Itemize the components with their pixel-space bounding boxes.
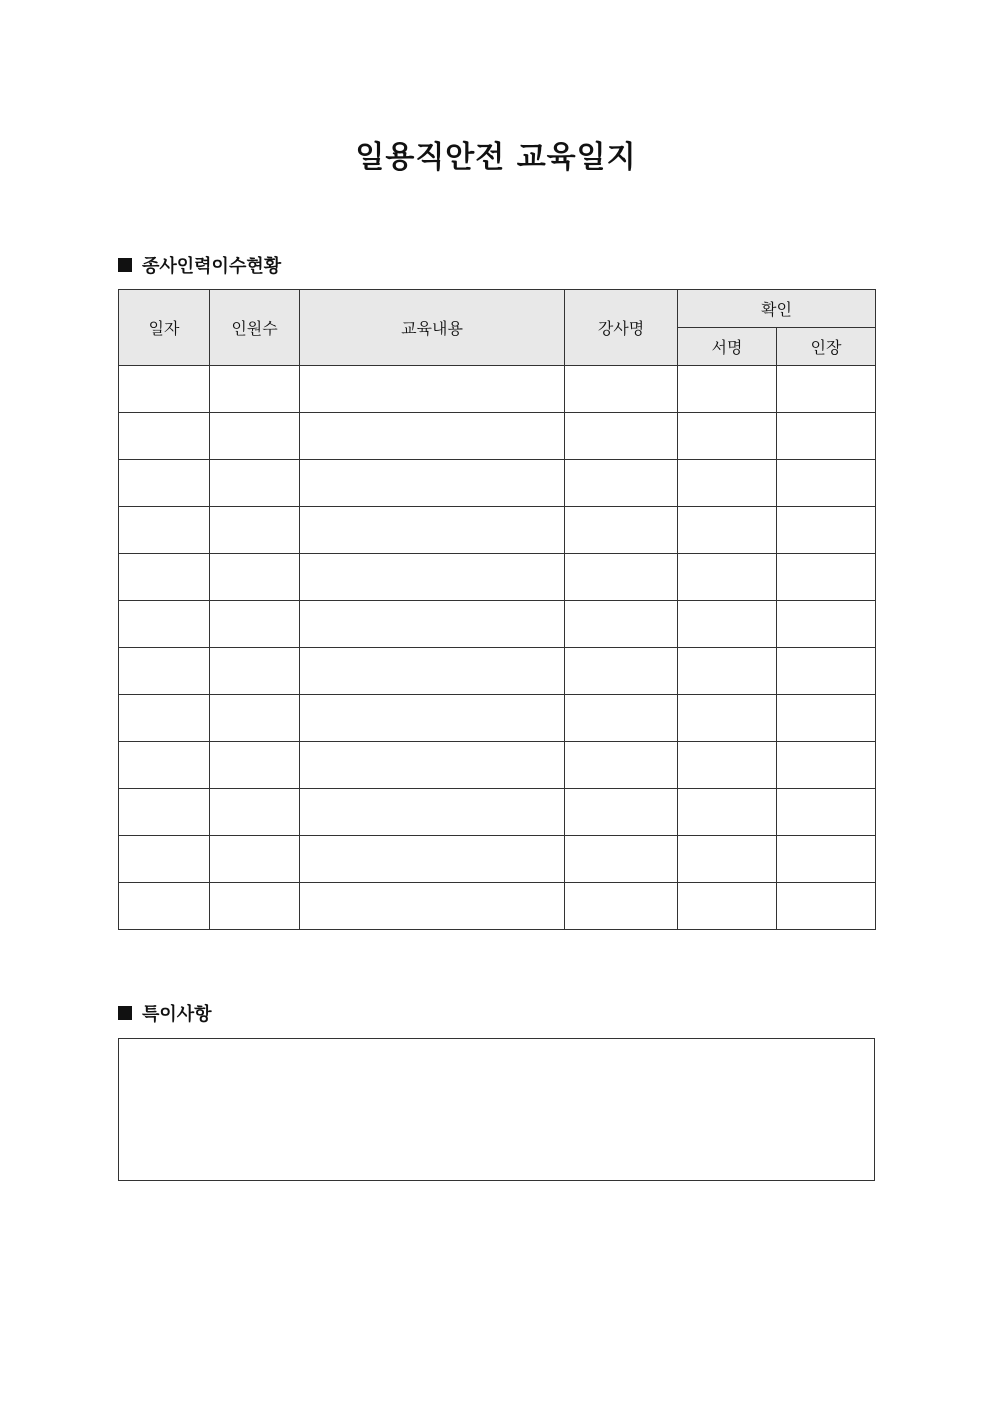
cell-content[interactable] xyxy=(300,413,565,460)
cell-date[interactable] xyxy=(119,554,210,601)
page-title: 일용직안전 교육일지 xyxy=(355,140,637,175)
cell-seal[interactable] xyxy=(777,413,876,460)
column-header-headcount: 인원수 xyxy=(210,290,300,366)
cell-signature[interactable] xyxy=(678,460,777,507)
section-heading-training xyxy=(118,252,281,278)
table-row xyxy=(119,460,876,507)
cell-instructor[interactable] xyxy=(565,507,678,554)
cell-date[interactable] xyxy=(119,648,210,695)
cell-content[interactable] xyxy=(300,883,565,930)
cell-signature[interactable] xyxy=(678,366,777,413)
cell-seal[interactable] xyxy=(777,366,876,413)
cell-seal[interactable] xyxy=(777,648,876,695)
cell-signature[interactable] xyxy=(678,836,777,883)
cell-signature[interactable] xyxy=(678,695,777,742)
cell-content[interactable] xyxy=(300,836,565,883)
cell-content[interactable] xyxy=(300,648,565,695)
cell-date[interactable] xyxy=(119,366,210,413)
cell-content[interactable] xyxy=(300,695,565,742)
cell-date[interactable] xyxy=(119,883,210,930)
table-row xyxy=(119,789,876,836)
cell-headcount[interactable] xyxy=(210,460,300,507)
square-icon xyxy=(118,1006,132,1020)
cell-headcount[interactable] xyxy=(210,648,300,695)
cell-content[interactable] xyxy=(300,460,565,507)
table-row xyxy=(119,601,876,648)
cell-content[interactable] xyxy=(300,742,565,789)
cell-date[interactable] xyxy=(119,460,210,507)
cell-date[interactable] xyxy=(119,507,210,554)
table-row xyxy=(119,742,876,789)
column-header-signature: 서명 xyxy=(678,328,777,366)
cell-headcount[interactable] xyxy=(210,554,300,601)
cell-headcount[interactable] xyxy=(210,695,300,742)
cell-instructor[interactable] xyxy=(565,695,678,742)
table-row xyxy=(119,695,876,742)
column-header-seal: 인장 xyxy=(777,328,876,366)
training-log-table xyxy=(118,289,876,930)
cell-seal[interactable] xyxy=(777,836,876,883)
square-icon xyxy=(118,258,132,272)
cell-headcount[interactable] xyxy=(210,789,300,836)
cell-date[interactable] xyxy=(119,413,210,460)
cell-content[interactable] xyxy=(300,554,565,601)
column-header-date: 일자 xyxy=(119,290,210,366)
cell-instructor[interactable] xyxy=(565,366,678,413)
cell-content[interactable] xyxy=(300,507,565,554)
cell-headcount[interactable] xyxy=(210,836,300,883)
cell-signature[interactable] xyxy=(678,789,777,836)
cell-headcount[interactable] xyxy=(210,883,300,930)
cell-headcount[interactable] xyxy=(210,601,300,648)
cell-seal[interactable] xyxy=(777,695,876,742)
table-row xyxy=(119,554,876,601)
cell-headcount[interactable] xyxy=(210,507,300,554)
table-row xyxy=(119,507,876,554)
table-row xyxy=(119,836,876,883)
section-heading-label: 특이사항 xyxy=(142,1004,212,1025)
cell-date[interactable] xyxy=(119,695,210,742)
cell-date[interactable] xyxy=(119,789,210,836)
cell-content[interactable] xyxy=(300,366,565,413)
column-header-instructor: 강사명 xyxy=(565,290,678,366)
cell-seal[interactable] xyxy=(777,601,876,648)
cell-seal[interactable] xyxy=(777,789,876,836)
cell-instructor[interactable] xyxy=(565,883,678,930)
cell-signature[interactable] xyxy=(678,601,777,648)
cell-seal[interactable] xyxy=(777,883,876,930)
cell-date[interactable] xyxy=(119,742,210,789)
cell-instructor[interactable] xyxy=(565,413,678,460)
cell-signature[interactable] xyxy=(678,648,777,695)
cell-signature[interactable] xyxy=(678,507,777,554)
cell-seal[interactable] xyxy=(777,507,876,554)
table-row xyxy=(119,883,876,930)
cell-content[interactable] xyxy=(300,601,565,648)
cell-date[interactable] xyxy=(119,836,210,883)
cell-date[interactable] xyxy=(119,601,210,648)
notes-box[interactable] xyxy=(118,1038,875,1181)
table-row xyxy=(119,648,876,695)
cell-instructor[interactable] xyxy=(565,554,678,601)
table-row xyxy=(119,413,876,460)
cell-headcount[interactable] xyxy=(210,366,300,413)
column-header-content: 교육내용 xyxy=(300,290,565,366)
cell-signature[interactable] xyxy=(678,413,777,460)
cell-instructor[interactable] xyxy=(565,836,678,883)
cell-seal[interactable] xyxy=(777,460,876,507)
cell-content[interactable] xyxy=(300,789,565,836)
section-heading-label: 종사인력이수현황 xyxy=(142,256,282,277)
section-heading-notes xyxy=(118,1000,212,1026)
column-header-confirm: 확인 xyxy=(678,290,876,328)
table-row xyxy=(119,366,876,413)
cell-instructor[interactable] xyxy=(565,789,678,836)
cell-signature[interactable] xyxy=(678,742,777,789)
cell-headcount[interactable] xyxy=(210,413,300,460)
cell-seal[interactable] xyxy=(777,742,876,789)
cell-instructor[interactable] xyxy=(565,460,678,507)
cell-instructor[interactable] xyxy=(565,648,678,695)
cell-signature[interactable] xyxy=(678,883,777,930)
cell-headcount[interactable] xyxy=(210,742,300,789)
cell-seal[interactable] xyxy=(777,554,876,601)
cell-signature[interactable] xyxy=(678,554,777,601)
cell-instructor[interactable] xyxy=(565,601,678,648)
cell-instructor[interactable] xyxy=(565,742,678,789)
